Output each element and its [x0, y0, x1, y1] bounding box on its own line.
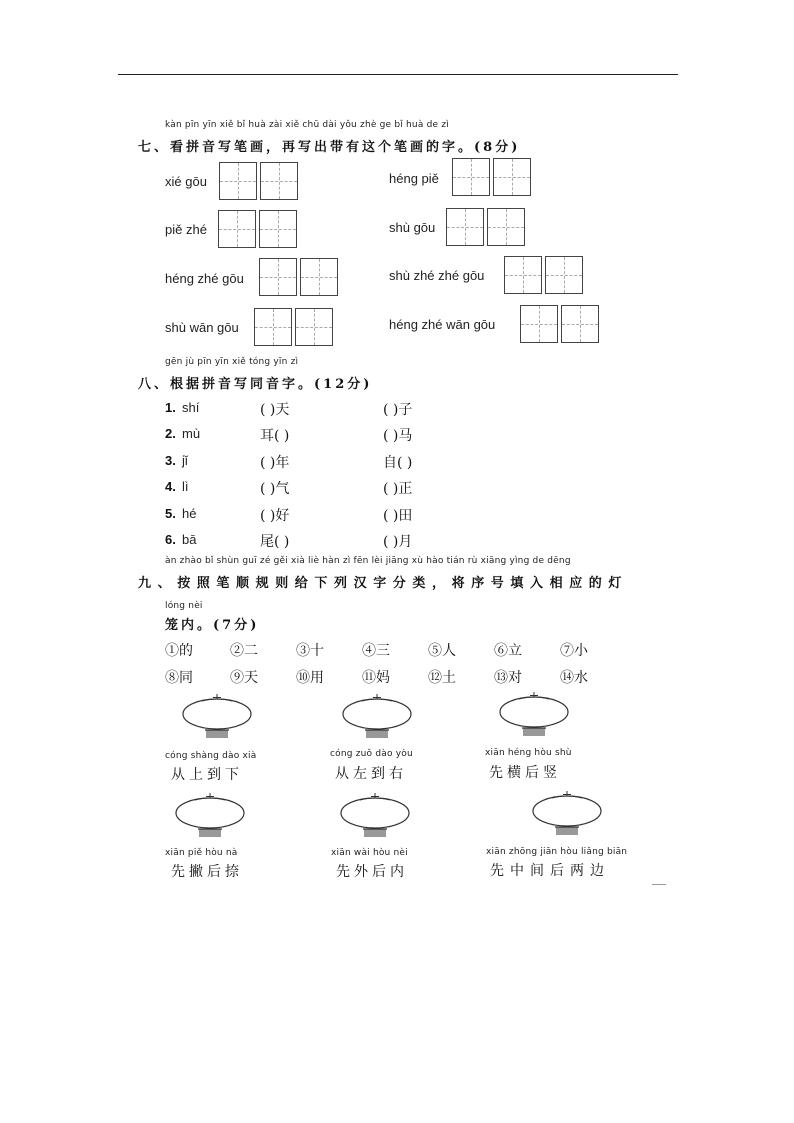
char-option[interactable]: ⑩用	[296, 670, 324, 686]
section9-title-1: 九、按照笔顺规则给下列汉字分类，将序号填入相应的灯	[138, 576, 629, 591]
section9-title-2: 笼内。(7分)	[165, 618, 260, 633]
blank-a[interactable]: ( )好	[260, 508, 290, 524]
lantern-pinyin: xiān zhōng jiān hòu liǎng biān	[486, 847, 628, 857]
char-box[interactable]	[260, 162, 298, 200]
stroke-box[interactable]	[446, 208, 484, 246]
blank-a[interactable]: ( )气	[260, 481, 290, 497]
lantern-caption: 先外后内	[336, 864, 408, 880]
lantern-pinyin: cóng shàng dào xià	[165, 751, 257, 761]
char-box[interactable]	[493, 158, 531, 196]
lantern-caption: 先撇后捺	[171, 864, 243, 880]
lantern-pinyin: xiān piě hòu nà	[165, 848, 238, 858]
char-option[interactable]: ⑦小	[560, 643, 588, 659]
lantern-caption: 先中间后两边	[490, 863, 610, 879]
char-option[interactable]: ④三	[362, 643, 390, 659]
stroke-label-shuzhezhegou: shù zhé zhé gōu	[389, 268, 485, 283]
lantern-icon[interactable]	[173, 793, 247, 841]
row-pinyin: jǐ	[182, 453, 188, 468]
char-option[interactable]: ③十	[296, 643, 324, 659]
stroke-label-hengpie: héng piě	[389, 171, 439, 186]
section7-pinyin: kàn pīn yīn xiě bǐ huà zài xiě chū dài yǒu zhè ge bǐ huà de zì	[165, 120, 449, 130]
blank-b[interactable]: ( )马	[383, 428, 413, 444]
section8-pinyin: gēn jù pīn yīn xiě tóng yīn zì	[165, 357, 299, 367]
page-mark	[652, 884, 666, 885]
stroke-label-hengzhewangou: héng zhé wān gōu	[389, 317, 496, 332]
blank-a[interactable]: 耳( )	[260, 428, 290, 444]
row-pinyin: shí	[182, 400, 200, 415]
section9-pinyin-2: lóng nèi	[165, 601, 203, 611]
char-box[interactable]	[561, 305, 599, 343]
blank-b[interactable]: ( )田	[383, 508, 413, 524]
lantern-icon[interactable]	[340, 694, 414, 742]
row-number: 1.	[165, 400, 176, 415]
char-box[interactable]	[300, 258, 338, 296]
row-number: 4.	[165, 479, 176, 494]
blank-a[interactable]: 尾( )	[260, 534, 290, 550]
lantern-caption: 从左到右	[335, 766, 407, 782]
lantern-caption: 从上到下	[171, 767, 243, 783]
lantern-icon[interactable]	[180, 694, 254, 742]
char-option[interactable]: ⑤人	[428, 643, 456, 659]
blank-b[interactable]: ( )正	[383, 481, 413, 497]
row-number: 3.	[165, 453, 176, 468]
row-number: 2.	[165, 426, 176, 441]
top-rule	[118, 74, 678, 75]
row-number: 5.	[165, 506, 176, 521]
stroke-box[interactable]	[219, 162, 257, 200]
char-option[interactable]: ⑨天	[230, 670, 258, 686]
char-option[interactable]: ⑬对	[494, 670, 522, 686]
row-pinyin: hé	[182, 506, 197, 521]
stroke-box[interactable]	[520, 305, 558, 343]
lantern-caption: 先横后竖	[489, 765, 561, 781]
blank-a[interactable]: ( )年	[260, 455, 290, 471]
char-option[interactable]: ⑭水	[560, 670, 588, 686]
blank-a[interactable]: ( )天	[260, 402, 290, 418]
row-pinyin: mù	[182, 426, 201, 441]
stroke-label-xiegou: xié gōu	[165, 174, 207, 189]
row-number: 6.	[165, 532, 176, 547]
stroke-label-shugou: shù gōu	[389, 220, 436, 235]
section8-title: 八、根据拼音写同音字。(12分)	[138, 377, 373, 392]
char-box[interactable]	[545, 256, 583, 294]
lantern-icon[interactable]	[338, 793, 412, 841]
lantern-pinyin: cóng zuǒ dào yòu	[330, 749, 413, 759]
blank-b[interactable]: ( )子	[383, 402, 413, 418]
stroke-box[interactable]	[259, 258, 297, 296]
section9-pinyin-1: àn zhào bǐ shùn guī zé gěi xià liè hàn zì fēn lèi jiāng xù hào tián rù xiāng yìng de dēng	[165, 556, 571, 566]
char-option[interactable]: ②二	[230, 643, 258, 659]
section7-title: 七、看拼音写笔画，再写出带有这个笔画的字。(8分)	[138, 140, 521, 155]
char-option[interactable]: ⑫土	[428, 670, 456, 686]
char-option[interactable]: ⑥立	[494, 643, 522, 659]
blank-b[interactable]: ( )月	[383, 534, 413, 550]
stroke-box[interactable]	[218, 210, 256, 248]
char-option[interactable]: ①的	[165, 643, 193, 659]
lantern-pinyin: xiān wài hòu nèi	[331, 848, 408, 858]
stroke-box[interactable]	[452, 158, 490, 196]
lantern-pinyin: xiān héng hòu shù	[485, 748, 572, 758]
blank-b[interactable]: 自( )	[383, 455, 413, 471]
char-option[interactable]: ⑧同	[165, 670, 193, 686]
stroke-label-hengzhegou: héng zhé gōu	[165, 271, 244, 286]
char-box[interactable]	[259, 210, 297, 248]
stroke-box[interactable]	[504, 256, 542, 294]
char-box[interactable]	[487, 208, 525, 246]
stroke-box[interactable]	[254, 308, 292, 346]
lantern-icon[interactable]	[530, 791, 604, 839]
char-option[interactable]: ⑪妈	[362, 670, 390, 686]
lantern-icon[interactable]	[497, 692, 571, 740]
stroke-label-shuwangou: shù wān gōu	[165, 320, 239, 335]
stroke-label-piezhe: piě zhé	[165, 222, 207, 237]
row-pinyin: lì	[182, 479, 189, 494]
char-box[interactable]	[295, 308, 333, 346]
row-pinyin: bā	[182, 532, 197, 547]
